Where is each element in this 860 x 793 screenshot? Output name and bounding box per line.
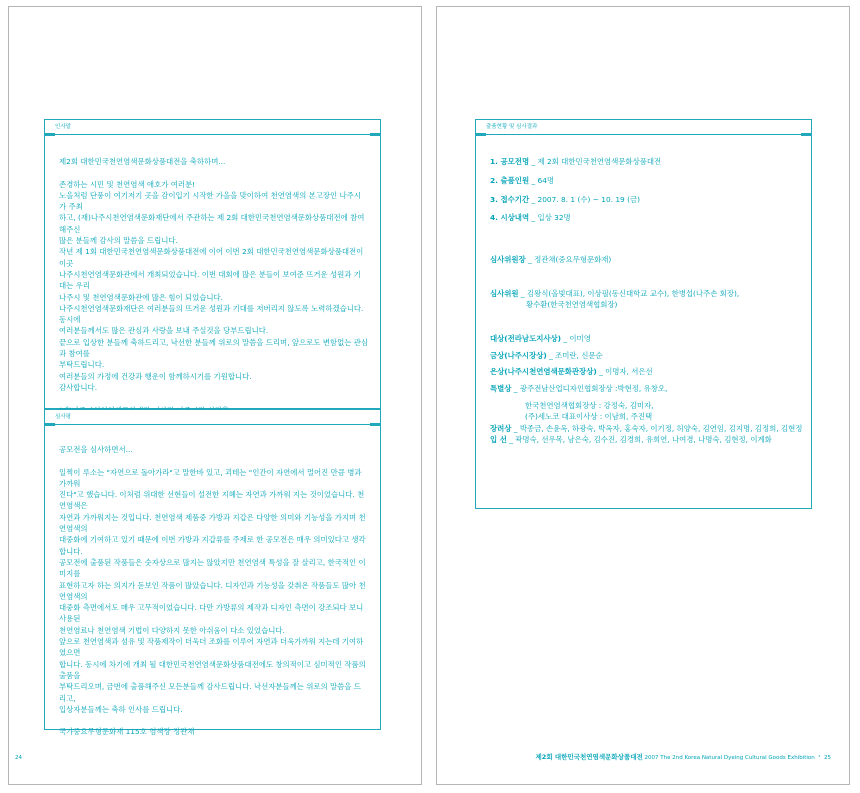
results-content xyxy=(490,156,801,445)
result-row: 은상(나주시천연염색문화관장상) _ 이명자, 서은선 xyxy=(490,367,653,377)
greeting-title: 제2회 대한민국천연염색문화상품대전을 축하하며... xyxy=(59,157,226,166)
result-row: 금상(나주시장상) _ 조미란, 신문순 xyxy=(490,350,603,360)
text-line: 끝으로 입상한 분들께 축하드리고, 낙선한 분들께 위로의 말씀을 드리며, 앞으로도 변함없는 관심과 참여를 xyxy=(59,337,368,359)
encouragement-award: 장려상 _ 박종금, 손윤옥, 하광숙, 박옥자, 홍숙자, 이기정, 허양숙, 김연임, 김지명, 김정희, 김현정 xyxy=(490,423,803,433)
results-tab: 출품현황 및 심사결과 xyxy=(476,120,811,135)
text-line: 합니다. 동시에 차기에 개최 될 대한민국천연염색문화상품대전에도 창의적이고 심미적인 작품의 출품을 xyxy=(59,659,366,680)
text-line: 한국천연염색협회장상 : 강정숙, 김미자, xyxy=(525,401,654,411)
text-line: 여러분들께서도 많은 관심과 사랑을 보내 주실것을 당부드립니다. xyxy=(59,326,269,336)
review-lines xyxy=(59,467,368,716)
text-line: 여러분들의 가정에 건강과 행운이 함께하시기를 기원합니다. xyxy=(59,371,252,381)
left-page xyxy=(8,6,422,785)
result-row: 대상(전라남도지사상) _ 이미영 xyxy=(490,333,591,343)
right-page xyxy=(436,6,850,785)
result-row: 특별상 _ 광주전남산업디자인협회장상 :박현정, 유창오, xyxy=(490,384,668,394)
text-line: 진다"고 했습니다. 이처럼 위대한 선현들이 설전한 지혜는 자연과 가까워 지는 것이었습니다. 천연염색은 xyxy=(59,490,365,511)
result-row: 2. 출품인원 _ 64명 xyxy=(490,175,555,185)
text-line: 천연염료나 천연염색 기법이 다양하지 못한 아쉬움이 다소 있었습니다. xyxy=(59,625,285,635)
text-line: 하고, (재)나주시천연염색문화재단에서 주관하는 제 2회 대한민국천연염색문화상품대전에 참여해주신 xyxy=(59,213,365,234)
text-line: 부탁드립니다. xyxy=(59,360,105,370)
awards xyxy=(490,333,801,395)
text-line: 나주시천연염색문화재단은 여러분들의 뜨거운 성원과 기대를 저버리지 않도록 노력하겠습니다. 동시에 xyxy=(59,303,364,325)
jury-cont: 황수환(한국천연염색협회장) xyxy=(526,299,618,309)
result-row: 1. 공모전명 _ 제 2회 대한민국천연염색문화상품대전 xyxy=(490,157,662,166)
text-line: 자연과 가까워지는 것입니다. 천연염색 제품중 가방과 지갑은 다양한 의미와 기능성을 가지며 천연염색의 xyxy=(59,512,366,534)
text-line: 많은 분들께 감사의 말씀을 드립니다. xyxy=(59,236,178,246)
left-page-number: 24 xyxy=(15,755,22,761)
greeting-lines xyxy=(59,179,368,394)
text-line: 대중화 측면에서도 매우 고무적이었습니다. 다만 가방류의 제작과 디자인 측면이 강조되다 보니 사용된 xyxy=(59,603,364,624)
review-tab: 심사평 xyxy=(45,410,380,425)
text-line: 일찍이 루소는 "자연으로 돌아가라"고 말한바 있고, 괴테는 "인간이 자연에서 멀어진 만큼 병과 가까워 xyxy=(59,467,362,488)
text-line: 감사합니다. xyxy=(59,382,98,392)
text-line: 존경하는 시민 및 천연염색 애호가 여러분! xyxy=(59,179,196,189)
footer-title: 제2회 대한민국천연염색문화상품대전 xyxy=(535,753,643,761)
greeting-tab: 인사말 xyxy=(45,120,380,135)
jury: 심사위원 _ 김왕식(올빛대표), 이상필(동신대학교 교수), 한병섭(나주손 회장), xyxy=(490,288,740,298)
text-line: (주)세노코 대표이사상 : 이남희, 주진택 xyxy=(525,412,653,422)
text-line: 노을처럼 단풍이 여기저기 곳을 감이입기 시작한 가을을 맞이하여 천연염색의 본고장인 나주시가 주최 xyxy=(59,190,361,212)
results-box xyxy=(475,119,812,509)
jury-chair: 심사위원장 _ 정관채(중요무형문화재) xyxy=(490,254,612,264)
review-title: 공모전을 심사하면서... xyxy=(59,445,133,454)
text-line: 대중화에 기여하고 있기 때문에 이번 가방과 지갑류를 주제로 한 공모전은 매우 의미있다고 생각합니다. xyxy=(59,535,366,556)
text-line: 나주시 및 천연염색문화관에 많은 힘이 되었습니다. xyxy=(59,292,224,302)
review-signature: 국가중요무형문화재 115호 염색장 정관채 xyxy=(59,727,195,737)
text-line: 작년 제 1회 대한민국천연염색문화상품대전에 이어 이번 2회 대한민국천연염색문화상품대전이 이곳 xyxy=(59,247,364,268)
text-line: 부탁드리오며, 금번에 출품해주신 모든분들께 감사드립니다. 낙선자분들께는 위로의 말씀을 드리고, xyxy=(59,682,361,703)
selected-award: 입 선 _ 곽명숙, 선우목, 남은숙, 김수진, 김경희, 유희연, 나여경, 나명숙, 김현정, 이계화 xyxy=(490,434,772,444)
greeting-content xyxy=(59,156,368,416)
greeting-box xyxy=(44,119,381,409)
result-row: 3. 접수기간 _ 2007. 8. 1 (수) ~ 10. 19 (금) xyxy=(490,194,641,204)
footer-sub: 2007 The 2nd Korea Natural Dyeing Cultural Goods Exhibition xyxy=(644,755,815,761)
text-line: 공모전에 출품된 작품들은 숫자상으로 많지는 않았지만 천연염색 특성을 잘 살리고, 한국적인 이미지를 xyxy=(59,557,366,579)
text-line: 표현하고자 하는 의지가 돋보인 작품이 많았습니다. 디자인과 기능성을 갖춰온 작품들도 많아 천연염색의 xyxy=(59,580,366,601)
text-line: 입상자분들께는 축하 인사를 드립니다. xyxy=(59,704,183,714)
text-line: 앞으로 천연염색과 섬유 및 작품제작이 더욱더 조화를 이루어 자연과 더욱가까워 지는데 기여하였으면 xyxy=(59,637,364,658)
result-items xyxy=(490,156,801,224)
right-page-number: 25 xyxy=(824,755,831,761)
review-content xyxy=(59,444,368,738)
text-line: 나주시천연염색문화관에서 개최되었습니다. 이번 대회에 많은 분들이 보여준 뜨거운 성원과 기대는 우리 xyxy=(59,269,361,291)
review-box xyxy=(44,409,381,737)
result-row: 4. 시상내역 _ 입상 32명 xyxy=(490,213,571,223)
footer: 제2회 대한민국천연염색문화상품대전 2007 The 2nd Korea Natural Dyeing Cultural Goods Exhibition ¹ 25 xyxy=(535,753,831,761)
special-award-cont xyxy=(490,400,801,423)
